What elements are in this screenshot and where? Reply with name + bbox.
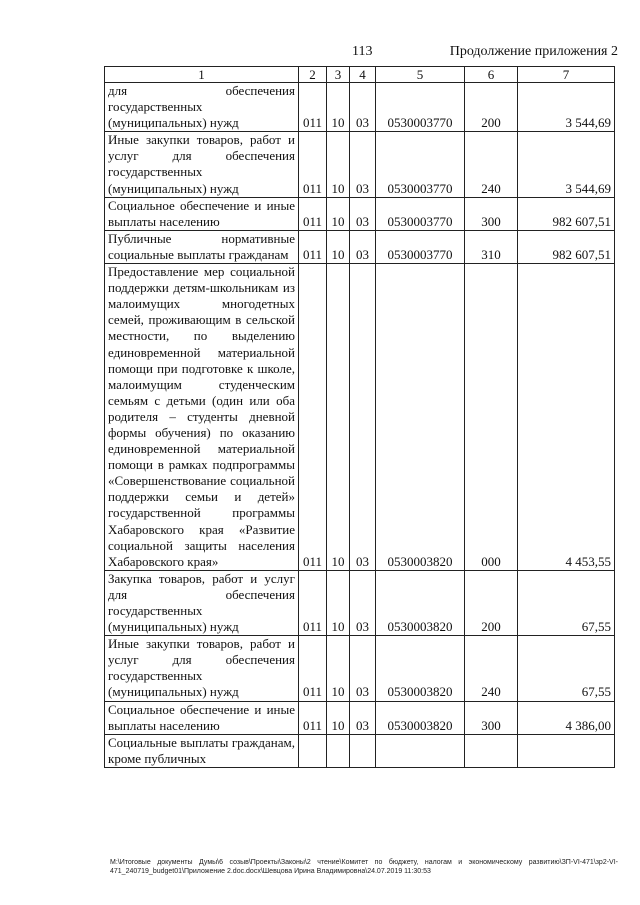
table-row: [105, 230, 615, 263]
row-subsection: 03: [350, 197, 376, 230]
row-amount: 3 544,69: [518, 132, 615, 197]
column-header-7: 7: [518, 67, 615, 83]
row-amount: [518, 734, 615, 767]
row-amount: 4 386,00: [518, 701, 615, 734]
row-expense-type: 300: [465, 197, 518, 230]
table-row: [105, 636, 615, 701]
row-section: 10: [327, 230, 350, 263]
row-name: Закупка товаров, работ и услуг для обеспечения государственных (муниципальных) нужд: [105, 570, 299, 635]
column-header-3: 3: [327, 67, 350, 83]
row-amount: 67,55: [518, 570, 615, 635]
row-target-article: 0530003820: [376, 701, 465, 734]
column-header-5: 5: [376, 67, 465, 83]
row-name: Иные закупки товаров, работ и услуг для обеспечения государственных (муниципальных) нужд: [105, 636, 299, 701]
row-section: 10: [327, 636, 350, 701]
row-expense-type: 310: [465, 230, 518, 263]
row-target-article: [376, 734, 465, 767]
budget-table: [104, 66, 615, 768]
row-section: [327, 734, 350, 767]
row-name: Социальное обеспечение и иные выплаты населению: [105, 701, 299, 734]
row-name: Публичные нормативные социальные выплаты гражданам: [105, 230, 299, 263]
row-name: Предоставление мер социальной поддержки детям-школьникам из малоимущих многодетных семей, проживающим в сельской местности, по выделению единовременной материальной помощи при подготовке к школе, малоимущим студенческим семьям с детьми (один или оба родителя – студенты дневной формы обучения) по оказанию единовременной материальной помощи в рамках подпрограммы «Совершенствование социальной поддержки семьи и детей» государственной программы Хабаровского края «Развитие социальной защиты населения Хабаровского края»: [105, 264, 299, 571]
row-target-article: 0530003820: [376, 636, 465, 701]
row-ministry-code: [299, 734, 327, 767]
row-target-article: 0530003770: [376, 230, 465, 263]
row-subsection: 03: [350, 636, 376, 701]
row-amount: 982 607,51: [518, 230, 615, 263]
row-expense-type: 200: [465, 83, 518, 132]
row-target-article: 0530003820: [376, 264, 465, 571]
row-subsection: 03: [350, 570, 376, 635]
continuation-title: Продолжение приложения 2: [449, 44, 618, 59]
row-ministry-code: 011: [299, 701, 327, 734]
row-subsection: 03: [350, 132, 376, 197]
table-row: [105, 83, 615, 132]
row-expense-type: 200: [465, 570, 518, 635]
row-amount: 982 607,51: [518, 197, 615, 230]
file-path-footer: М:\Итоговые документы Думы\6 созыв\Проекты\Законы\2 чтение\Комитет по бюджету, налогам и экономическому развитию\ЗП-VI-471\зр2-VI-471_240719_budget01\Приложение 2.doc.docx\Шевцова Ирина Владимировна\24.07.2019 11:30:53: [110, 859, 618, 875]
row-subsection: 03: [350, 701, 376, 734]
table-row: [105, 701, 615, 734]
row-target-article: 0530003770: [376, 132, 465, 197]
table-row: [105, 570, 615, 635]
row-ministry-code: 011: [299, 264, 327, 571]
row-expense-type: [465, 734, 518, 767]
row-expense-type: 000: [465, 264, 518, 571]
row-section: 10: [327, 132, 350, 197]
row-target-article: 0530003770: [376, 197, 465, 230]
row-expense-type: 240: [465, 636, 518, 701]
row-section: 10: [327, 83, 350, 132]
row-section: 10: [327, 197, 350, 230]
table-row: [105, 132, 615, 197]
table-row: [105, 264, 615, 571]
row-expense-type: 240: [465, 132, 518, 197]
row-name: для обеспечения государственных (муниципальных) нужд: [105, 83, 299, 132]
table-row: [105, 197, 615, 230]
row-subsection: 03: [350, 264, 376, 571]
row-section: 10: [327, 570, 350, 635]
row-target-article: 0530003820: [376, 570, 465, 635]
row-section: 10: [327, 264, 350, 571]
row-ministry-code: 011: [299, 132, 327, 197]
row-subsection: 03: [350, 83, 376, 132]
row-amount: 4 453,55: [518, 264, 615, 571]
row-name: Социальное обеспечение и иные выплаты населению: [105, 197, 299, 230]
row-ministry-code: 011: [299, 83, 327, 132]
column-number-row: [105, 67, 615, 83]
row-expense-type: 300: [465, 701, 518, 734]
table-row: [105, 734, 615, 767]
column-header-6: 6: [465, 67, 518, 83]
row-section: 10: [327, 701, 350, 734]
column-header-1: 1: [105, 67, 299, 83]
row-name: Социальные выплаты гражданам, кроме публичных: [105, 734, 299, 767]
row-subsection: [350, 734, 376, 767]
page-number: 113: [352, 44, 373, 59]
row-ministry-code: 011: [299, 197, 327, 230]
row-ministry-code: 011: [299, 636, 327, 701]
row-ministry-code: 011: [299, 570, 327, 635]
row-amount: 3 544,69: [518, 83, 615, 132]
row-subsection: 03: [350, 230, 376, 263]
column-header-4: 4: [350, 67, 376, 83]
column-header-2: 2: [299, 67, 327, 83]
row-ministry-code: 011: [299, 230, 327, 263]
row-target-article: 0530003770: [376, 83, 465, 132]
row-amount: 67,55: [518, 636, 615, 701]
row-name: Иные закупки товаров, работ и услуг для обеспечения государственных (муниципальных) нужд: [105, 132, 299, 197]
